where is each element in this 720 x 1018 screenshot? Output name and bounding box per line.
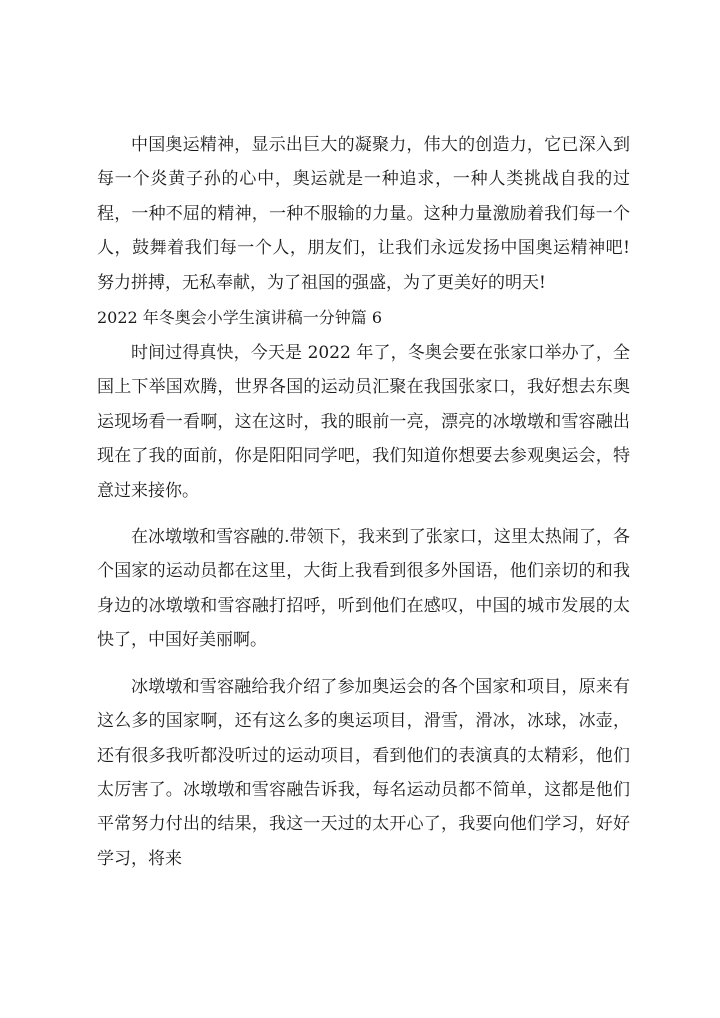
paragraph-zhangjiakou-visit: 在冰墩墩和雪容融的.带领下，我来到了张家口，这里太热闹了，各个国家的运动员都在这里，大街上我看到很多外国语，他们亲切的和我身边的冰墩墩和雪容融打招呼，听到他们在感叹，中国的城市发展的太快了，中国好美丽啊。 [97,527,630,651]
section-heading: 2022 年冬奥会小学生演讲稿一分钟篇 6 [97,308,383,328]
paragraph-winter-olympics-intro: 时间过得真快，今天是 2022 年了，冬奥会要在张家口举办了，全国上下举国欢腾，世界各国的运动员汇聚在我国张家口，我好想去东奥运现场看一看啊，这在这时，我的眼前一亮，漂亮的冰墩墩和雪容融出现在了我的面前，你是阳阳同学吧，我们知道你想要去参观奥运会，特意过来接你。 [97,343,630,501]
paragraph-gap [97,508,630,520]
paragraph-gap [97,658,630,670]
paragraph-athletes-projects: 冰墩墩和雪容融给我介绍了参加奥运会的各个国家和项目，原来有这么多的国家啊，还有这么多的奥运项目，滑雪，滑冰，冰球，冰壶，还有很多我听都没听过的运动项目，看到他们的表演真的太精彩，他们太厉害了。冰墩墩和雪容融告诉我，每名运动员都不简单，这都是他们平常努力付出的结果，我这一天过的太开心了，我要向他们学习，好好学习，将来 [97,676,630,869]
document-body [97,128,630,876]
paragraph-olympic-spirit: 中国奥运精神，显示出巨大的凝聚力，伟大的创造力，它已深入到每一个炎黄子孙的心中，奥运就是一种追求，一种人类挑战自我的过程，一种不屈的精神，一种不服输的力量。这种力量激励着我们每一个人，鼓舞着我们每一个人，朋友们，让我们永远发扬中国奥运精神吧!努力拼搏，无私奉献，为了祖国的强盛，为了更美好的明天! [97,135,630,293]
